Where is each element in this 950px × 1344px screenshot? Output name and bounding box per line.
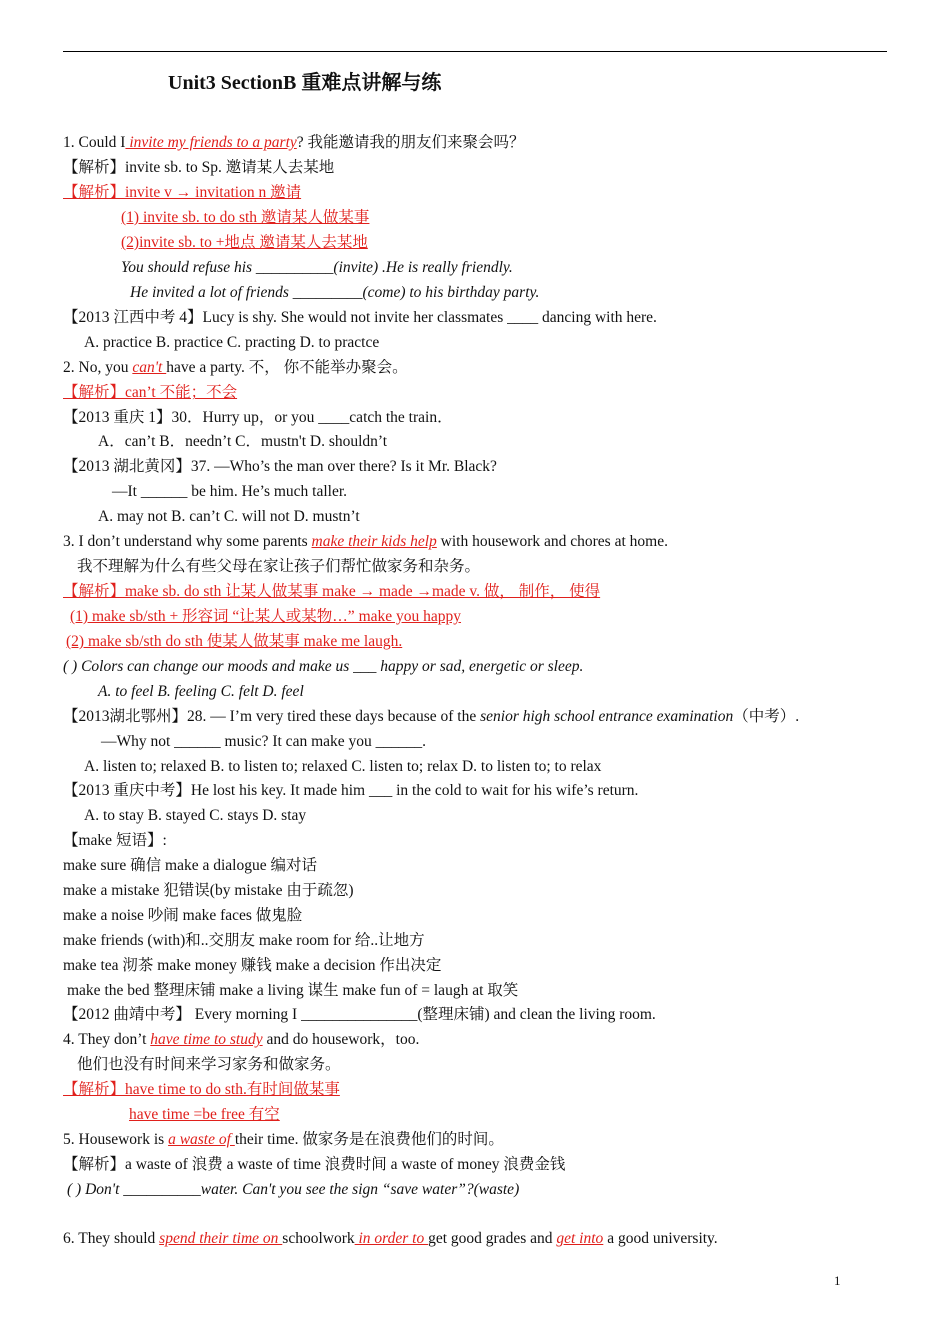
text-segment: A．can’t B．needn’t C．mustn't D. shouldn’t [98,433,388,450]
text-segment: A. practice B. practice C. practing D. to practce [84,334,380,351]
text-segment: (2) make sb/sth do sth 使某人做某事 make me laugh. [66,633,403,650]
text-segment: 【解析】have time to do sth.有时间做某事 [63,1081,340,1098]
text-segment: and do housework，too. [262,1031,420,1048]
text-segment: 他们也没有时间来学习家务和做家务。 [77,1056,341,1073]
text-segment: 【解析】a waste of 浪费 a waste of time 浪费时间 a waste of money 浪费金钱 [63,1156,566,1173]
text-segment: 【解析】invite sb. to Sp. 邀请某人去某地 [63,159,335,176]
text-line [77,1055,341,1075]
text-segment: 【2013 湖北黄冈】37. —Who’s the man over there? Is it Mr. Black? [63,458,497,475]
text-line [70,607,461,627]
text-segment: 【2013 重庆中考】He lost his key. It made him ___ in the cold to wait for his wife’s return. [63,782,639,799]
text-line [112,482,347,502]
text-line [121,233,368,253]
text-segment: 3. I don’t understand why some parents [63,533,312,550]
text-line [84,806,306,826]
text-segment: 我不理解为什么有些父母在家让孩子们帮忙做家务和杂务。 [77,558,481,575]
text-segment: 6. They should [63,1230,160,1247]
page-number: 1 [834,1273,841,1288]
text-segment: 4. They don’t [63,1031,151,1048]
text-segment: 【2013 江西中考 4】Lucy is shy. She would not invite her classmates ____ dancing with here. [63,309,657,326]
text-segment: 【make 短语】: [63,832,167,849]
text-line [63,906,302,926]
text-segment: —It ______ be him. He’s much taller. [112,483,348,500]
text-line [67,981,518,1001]
text-line [63,133,525,153]
text-segment: in order to [354,1230,429,1247]
text-line [63,1130,504,1150]
text-line [121,258,513,278]
text-segment: 5. Housework is [63,1131,169,1148]
text-segment: 【2013湖北鄂州】28. — I’m very tired these days because of the [63,708,481,725]
text-line [63,532,668,552]
text-line [63,881,354,901]
text-segment: A. listen to; relaxed B. to listen to; relaxed C. listen to; relax D. to listen to; to relax [84,758,602,775]
header-rule [63,51,887,52]
text-segment: can't [132,359,167,376]
text-line [63,1229,718,1249]
text-segment: make their kids help [311,533,437,550]
text-segment: (1) invite sb. to do sth 邀请某人做某事 [121,209,370,226]
text-segment: 【解析】make sb. do sth 让某人做某事 make → made →made v. 做， 制作， 使得 [63,583,601,600]
text-segment: You should refuse his __________(invite) .He is really friendly. [121,259,513,276]
text-line [63,1005,656,1025]
text-line [130,283,539,303]
text-segment: make the bed 整理床铺 make a living 谋生 make fun of = laugh at 取笑 [67,982,519,999]
text-line [98,507,360,527]
text-line [63,183,301,203]
text-line [98,432,387,452]
text-segment: —Why not ______ music? It can make you ______. [101,733,427,750]
text-line [121,208,369,228]
text-segment: 【2013 重庆 1】30．Hurry up，or you ____catch the train． [63,409,453,426]
text-line [63,408,453,428]
text-segment: A. to feel B. feeling C. felt D. feel [98,683,304,700]
text-line [63,582,600,602]
text-segment: invite my friends to a party [125,134,297,151]
text-line [63,457,497,477]
text-segment: （中考）. [733,708,800,725]
text-segment: A. may not B. can’t C. will not D. mustn’t [98,508,360,525]
text-segment: make a noise 吵闹 make faces 做鬼脸 [63,907,303,924]
text-segment: 2. No, you [63,359,133,376]
text-segment: 【解析】invite v → invitation n 邀请 [63,184,302,201]
text-segment: schoolwork [282,1230,355,1247]
text-line [63,158,334,178]
text-line [63,956,441,976]
text-segment: with housework and chores at home. [436,533,668,550]
page-title: Unit3 SectionB 重难点讲解与练 [168,72,442,94]
text-segment: (1) make sb/sth + 形容词 “让某人或某物…” make you happy [70,608,462,625]
text-line [63,931,425,951]
text-segment: make friends (with)和..交朋友 make room for 给..让地方 [63,932,425,949]
text-line [67,1180,519,1200]
text-segment: spend their time on [159,1230,283,1247]
text-segment: get into [556,1230,604,1247]
text-line [63,1030,419,1050]
text-segment: 【2012 曲靖中考】 Every morning I _______________(整理床铺) and clean the living room. [63,1006,656,1023]
text-line [63,358,408,378]
text-segment: have time =be free 有空 [129,1106,280,1123]
text-segment: make sure 确信 make a dialogue 编对话 [63,857,317,874]
text-segment: A. to stay B. stayed C. stays D. stay [84,807,307,824]
text-line [63,831,167,851]
text-line [84,757,601,777]
text-line [63,1080,340,1100]
text-line [63,657,583,677]
text-segment: (2)invite sb. to +地点 邀请某人去某地 [121,234,368,251]
text-line [63,383,237,403]
text-line [63,781,638,801]
text-line [66,632,402,652]
text-segment: get good grades and [428,1230,557,1247]
text-line [63,707,799,727]
text-segment: ? 我能邀请我的朋友们来聚会吗？ [296,134,525,151]
text-segment: make a mistake 犯错误(by mistake 由于疏忽) [63,882,354,899]
text-segment: ( ) Colors can change our moods and make us ___ happy or sad, energetic or sleep. [63,658,584,675]
text-segment: have a party. 不， 你不能举办聚会。 [166,359,408,376]
text-line [77,557,480,577]
text-segment: He invited a lot of friends _________(come) to his birthday party. [130,284,540,301]
text-line [63,1155,565,1175]
text-segment: senior high school entrance examination [480,708,734,725]
text-line [63,856,317,876]
text-segment: 【解析】can’t 不能；不会 [63,384,238,401]
text-segment: a good university. [603,1230,718,1247]
text-line [63,308,657,328]
text-segment: their time. 做家务是在浪费他们的时间。 [234,1131,504,1148]
text-line [129,1105,280,1125]
text-segment: ( ) Don't __________water. Can't you see the sign “save water”?(waste) [67,1181,520,1198]
text-segment: make tea 沏茶 make money 赚钱 make a decision 作出决定 [63,957,442,974]
text-line [101,732,426,752]
text-line [84,333,379,353]
text-line [98,682,304,702]
text-segment: a waste of [168,1131,235,1148]
text-segment: 1. Could I [63,134,126,151]
text-segment: have time to study [150,1031,263,1048]
